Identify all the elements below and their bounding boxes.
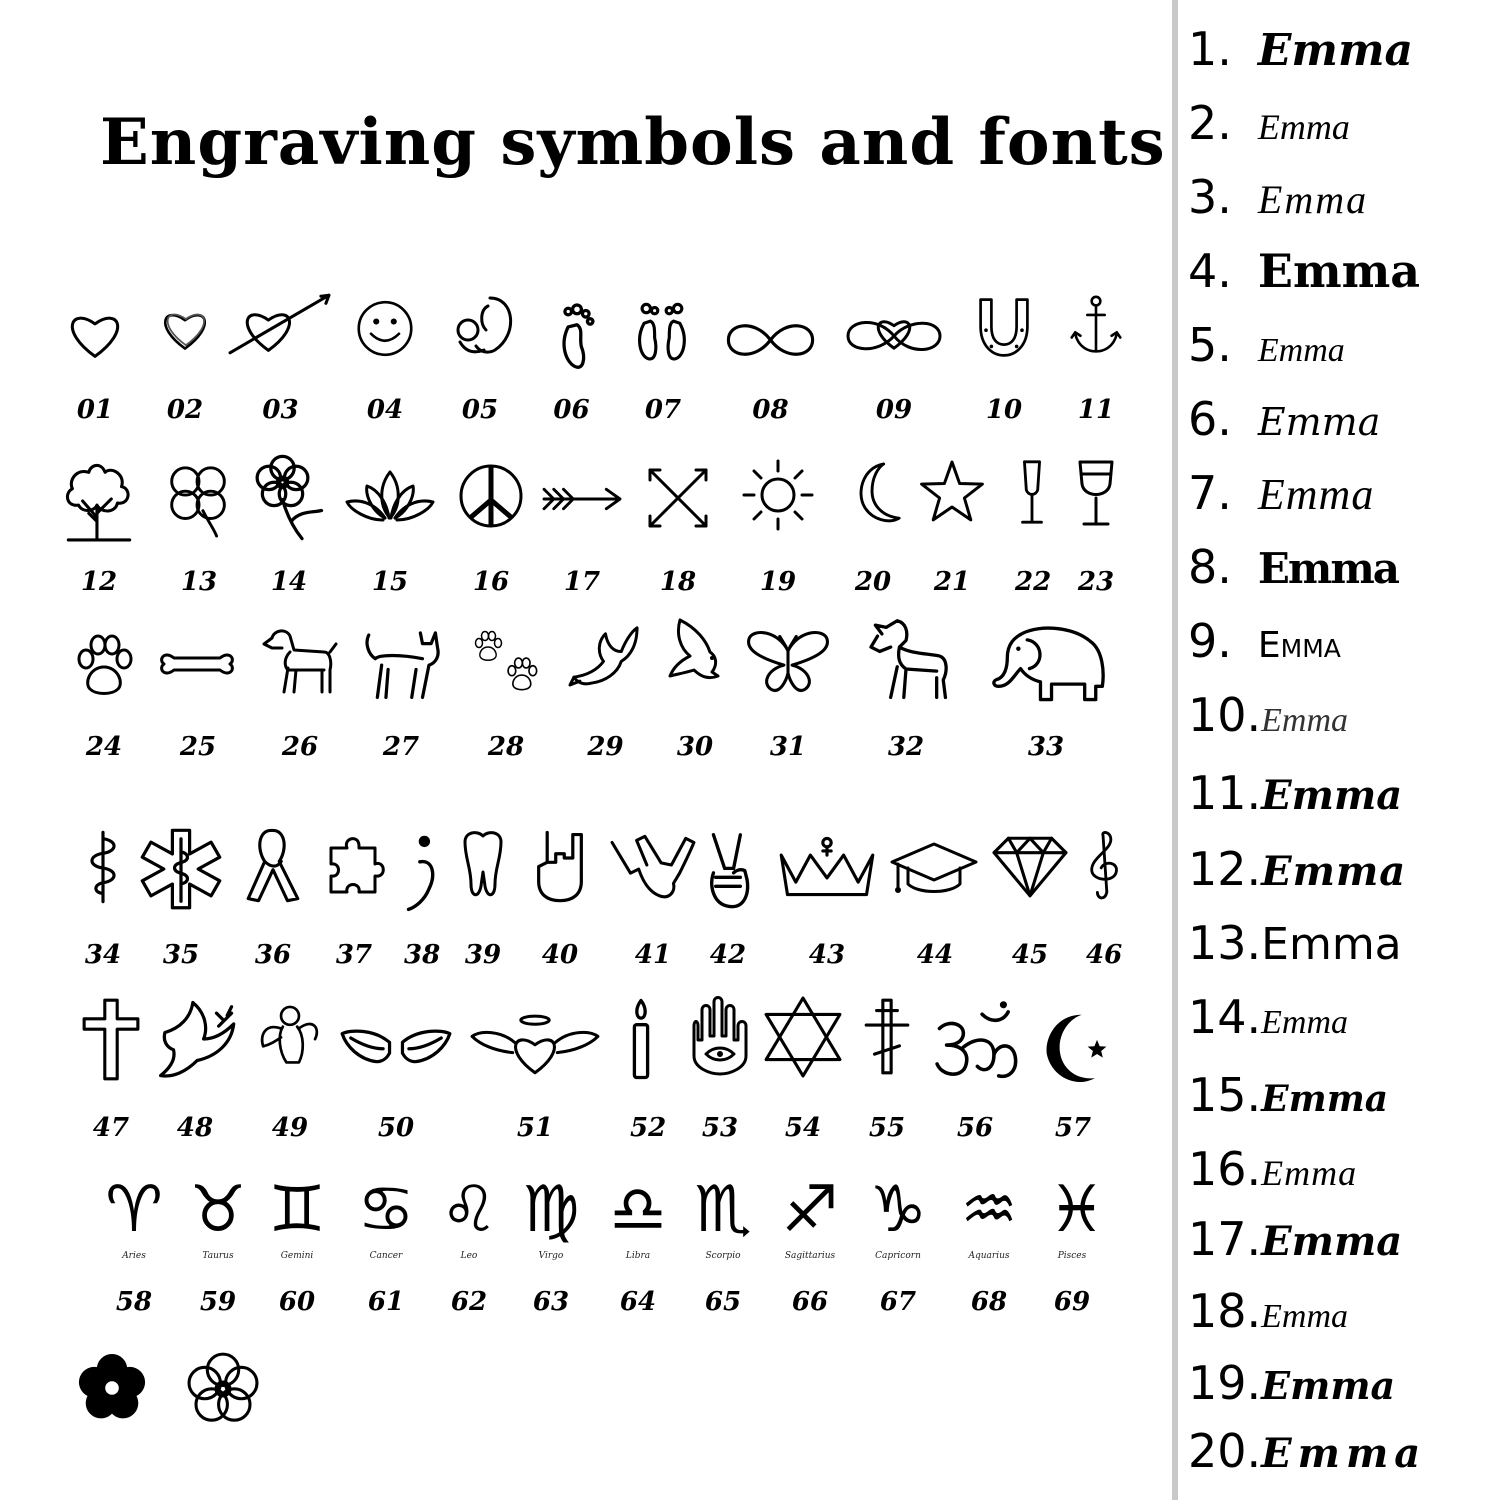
symbol-04 <box>350 295 420 429</box>
outline-flower-icon <box>184 1350 262 1428</box>
zodiac-label: Aries <box>122 1251 146 1261</box>
symbol-number: 57 <box>1054 1113 1092 1143</box>
symbol-54 <box>764 996 842 1147</box>
symbol-53 <box>684 996 756 1147</box>
font-option-8 <box>1188 540 1398 594</box>
symbol-35 <box>140 826 222 974</box>
zodiac-label: Scorpio <box>705 1251 741 1261</box>
font-sample: Emma <box>1261 919 1402 970</box>
symbol-36 <box>242 822 304 974</box>
symbol-48 <box>154 996 236 1147</box>
font-number: 16. <box>1188 1142 1262 1196</box>
symbol-number: 24 <box>85 732 123 762</box>
puzzle-icon <box>325 828 383 900</box>
symbol-40 <box>528 826 592 974</box>
font-sample: Emma <box>1261 1363 1396 1408</box>
symbol-number: 15 <box>371 567 409 597</box>
symbol-number: 37 <box>335 940 373 970</box>
symbol-number: 04 <box>366 395 404 425</box>
symbol-68 <box>954 1175 1024 1321</box>
font-number: 18. <box>1188 1284 1262 1338</box>
symbol-number: 63 <box>532 1287 570 1317</box>
font-option-13 <box>1188 916 1402 970</box>
symbol-55 <box>862 996 912 1147</box>
symbol-number: 55 <box>868 1113 906 1143</box>
infinity-icon <box>723 300 818 380</box>
heart-arrow-icon <box>228 290 333 361</box>
font-sample: Emma <box>1257 470 1375 519</box>
sagittarius-icon: ♐ <box>781 1173 839 1247</box>
moon-icon <box>843 458 903 528</box>
symbol-number: 05 <box>461 395 499 425</box>
font-number: 7. <box>1188 466 1232 520</box>
symbol-number: 68 <box>970 1287 1008 1317</box>
symbol-44 <box>890 836 980 974</box>
symbol-28 <box>466 622 546 766</box>
crossed-arrows-icon <box>642 462 714 534</box>
symbol-03 <box>228 290 333 429</box>
gemini-icon: ♊ <box>268 1173 326 1247</box>
symbol-number: 62 <box>450 1287 488 1317</box>
font-number: 13. <box>1188 916 1262 970</box>
symbol-number: 58 <box>115 1287 153 1317</box>
font-option-5 <box>1188 318 1345 372</box>
virgo-icon: ♍ <box>522 1173 580 1247</box>
symbol-number: 29 <box>587 732 624 762</box>
symbol-34 <box>82 828 124 974</box>
symbol-42 <box>700 828 756 974</box>
font-number: 20. <box>1188 1424 1262 1478</box>
symbol-number: 34 <box>84 940 122 970</box>
rock-hand-icon <box>528 826 592 905</box>
symbol-number: 31 <box>769 732 807 762</box>
font-number: 4. <box>1188 244 1232 298</box>
star-of-david-icon <box>764 996 842 1078</box>
symbol-number: 56 <box>956 1113 994 1143</box>
symbol-32 <box>860 614 952 766</box>
symbol-66 <box>778 1175 842 1321</box>
dog-icon <box>260 622 340 700</box>
zodiac-label: Virgo <box>538 1251 564 1261</box>
symbol-number: 65 <box>704 1287 742 1317</box>
symbol-58 <box>98 1175 170 1321</box>
symbol-number: 18 <box>659 567 697 597</box>
symbol-number: 45 <box>1011 940 1049 970</box>
font-number: 17. <box>1188 1212 1262 1266</box>
symbol-number: 40 <box>541 940 579 970</box>
font-sample: Emma <box>1257 332 1345 369</box>
font-sample: Emma <box>1257 107 1350 147</box>
semicolon-icon <box>404 830 438 914</box>
symbol-02 <box>150 295 220 429</box>
symbol-number: 59 <box>199 1287 237 1317</box>
symbol-number: 36 <box>254 940 292 970</box>
symbol-52 <box>630 996 667 1147</box>
sketch-heart-icon <box>150 295 220 356</box>
symbol-number: 67 <box>879 1287 917 1317</box>
symbol-number: 16 <box>472 567 510 597</box>
font-sample: Emma <box>1257 400 1381 444</box>
symbol-number: 60 <box>278 1287 316 1317</box>
symbol-50 <box>340 1010 452 1147</box>
lotus-icon <box>345 460 435 524</box>
symbol-number: 02 <box>166 395 204 425</box>
symbol-37 <box>325 828 383 974</box>
font-sample: Emma <box>1261 1153 1358 1193</box>
cat-icon <box>358 622 444 704</box>
symbol-24 <box>68 625 140 766</box>
symbol-number: 39 <box>464 940 502 970</box>
star-icon <box>918 458 986 528</box>
symbol-30 <box>660 614 730 766</box>
symbol-20 <box>843 458 903 601</box>
symbol-number: 07 <box>644 395 682 425</box>
symbol-51 <box>470 1008 600 1147</box>
font-option-15 <box>1188 1068 1388 1122</box>
symbol-25 <box>158 630 238 766</box>
symbol-number: 17 <box>563 567 601 597</box>
symbol-number: 14 <box>270 567 308 597</box>
font-option-12 <box>1188 842 1406 896</box>
symbol-67 <box>864 1175 932 1321</box>
crown-icon <box>775 830 879 901</box>
symbol-10 <box>968 294 1040 429</box>
symbol-number: 46 <box>1086 940 1123 970</box>
symbol-number: 42 <box>709 940 747 970</box>
symbol-09 <box>844 296 944 429</box>
symbol-number: 33 <box>1027 732 1065 762</box>
symbol-number: 35 <box>162 940 200 970</box>
heart-icon <box>55 295 135 365</box>
zodiac-label: Aquarius <box>968 1251 1010 1261</box>
om-icon <box>930 1000 1020 1083</box>
symbol-number: 25 <box>179 732 217 762</box>
smiley-icon <box>350 295 420 362</box>
font-number: 10. <box>1188 688 1262 742</box>
symbol-46 <box>1086 830 1122 974</box>
mother-child-icon <box>440 290 520 360</box>
symbol-14 <box>250 452 328 601</box>
symbol-01 <box>55 295 135 429</box>
clover-icon <box>160 458 238 540</box>
symbol-60 <box>266 1175 328 1321</box>
font-number: 3. <box>1188 170 1232 224</box>
libra-icon: ♎ <box>609 1173 667 1247</box>
shaka-hand-icon <box>608 828 698 904</box>
symbol-64 <box>606 1175 670 1321</box>
scorpio-icon: ♏ <box>694 1173 752 1247</box>
font-sample: Emma <box>1257 177 1369 222</box>
dove-icon <box>568 618 643 689</box>
angel-icon <box>256 996 324 1068</box>
font-option-14 <box>1188 990 1348 1044</box>
star-of-life-icon <box>140 826 222 912</box>
symbol-31 <box>743 624 833 766</box>
symbol-43 <box>775 830 879 974</box>
cross-icon <box>80 996 142 1083</box>
font-option-3 <box>1188 170 1368 224</box>
crescent-star-icon <box>1038 1006 1108 1089</box>
solid-flower-icon <box>74 1350 150 1426</box>
font-sample: Emma <box>1261 1218 1403 1265</box>
symbol-57 <box>1038 1006 1108 1147</box>
zodiac-label: Taurus <box>202 1251 234 1261</box>
symbol-number: 50 <box>377 1113 415 1143</box>
baby-foot-icon <box>544 294 599 373</box>
dove-olive-icon <box>154 996 236 1082</box>
cancer-icon: ♋ <box>357 1173 415 1247</box>
aries-icon: ♈ <box>105 1173 163 1247</box>
symbol-15 <box>345 460 435 601</box>
symbol-number: 38 <box>404 940 441 970</box>
font-number: 2. <box>1188 96 1232 150</box>
zodiac-label: Libra <box>625 1251 651 1261</box>
symbol-number: 44 <box>916 940 954 970</box>
symbol-26 <box>260 622 340 766</box>
symbol-number: 22 <box>1015 567 1052 597</box>
symbol-number: 01 <box>76 395 114 425</box>
symbol-27 <box>358 622 444 766</box>
symbol-13 <box>160 458 238 601</box>
font-sample: Emma <box>1261 1078 1389 1120</box>
symbol-22 <box>1015 458 1052 601</box>
symbol-number: 20 <box>854 567 892 597</box>
zodiac-label: Leo <box>460 1251 478 1261</box>
paw-prints-icon <box>466 622 546 694</box>
symbol-number: 10 <box>985 395 1023 425</box>
arrow-icon <box>540 462 624 536</box>
symbol-61 <box>350 1175 422 1321</box>
symbol-number: 51 <box>516 1113 554 1143</box>
zodiac-label: Sagittarius <box>784 1251 836 1261</box>
symbol-number: 08 <box>752 395 789 425</box>
baby-feet-icon <box>623 296 703 365</box>
candle-icon <box>630 996 652 1082</box>
font-sample: Emma <box>1261 702 1349 739</box>
symbol-number: 11 <box>1077 395 1115 425</box>
font-number: 6. <box>1188 392 1232 446</box>
symbol-number: 43 <box>808 940 846 970</box>
wings-icon <box>340 1010 452 1066</box>
symbol-21 <box>918 458 986 601</box>
symbol-59 <box>188 1175 248 1321</box>
font-option-16 <box>1188 1142 1357 1196</box>
symbol-number: 09 <box>875 395 913 425</box>
font-number: 14. <box>1188 990 1262 1044</box>
champagne-glass-icon <box>1015 458 1049 526</box>
symbol-65 <box>694 1175 752 1321</box>
font-sample: Emma <box>1261 1430 1427 1477</box>
font-list <box>1188 0 1500 1500</box>
font-number: 5. <box>1188 318 1232 372</box>
graduation-cap-icon <box>890 836 980 898</box>
font-number: 12. <box>1188 842 1262 896</box>
symbol-number: 23 <box>1077 567 1115 597</box>
symbol-number: 66 <box>791 1287 829 1317</box>
symbol-29 <box>568 618 643 766</box>
symbol-63 <box>520 1175 582 1321</box>
symbol-number: 69 <box>1053 1287 1091 1317</box>
symbol-number: 03 <box>262 395 299 425</box>
pisces-icon: ♓ <box>1048 1173 1106 1247</box>
symbol-07 <box>623 296 703 429</box>
symbol-number: 06 <box>553 395 590 425</box>
symbol-number: 12 <box>80 567 118 597</box>
aquarius-icon: ♒ <box>960 1173 1018 1247</box>
symbol-08 <box>723 300 818 429</box>
symbol-number: 61 <box>367 1287 405 1317</box>
symbol-56 <box>930 1000 1020 1147</box>
symbol-23 <box>1074 458 1118 601</box>
symbol-69 <box>1048 1173 1106 1321</box>
leo-icon: ♌ <box>440 1173 498 1247</box>
symbol-number: 27 <box>382 732 420 762</box>
orthodox-cross-icon <box>862 996 912 1077</box>
symbol-number: 52 <box>630 1113 667 1143</box>
symbol-number: 54 <box>784 1113 822 1143</box>
anchor-icon <box>1070 294 1122 355</box>
dove-rising-icon <box>660 614 730 686</box>
symbol-number: 13 <box>180 567 218 597</box>
symbol-18 <box>642 462 714 601</box>
font-option-1 <box>1188 22 1413 76</box>
symbol-number: 28 <box>487 732 525 762</box>
zodiac-label: Capricorn <box>875 1251 921 1261</box>
flower-icon <box>250 452 328 543</box>
font-sample: Emma <box>1257 25 1414 76</box>
font-option-10 <box>1188 688 1348 742</box>
page-title: Engraving symbols and fonts <box>100 105 1166 180</box>
ribbon-icon <box>242 822 304 905</box>
font-option-19 <box>1188 1356 1395 1410</box>
staff-snake-icon <box>82 828 124 906</box>
symbol-16 <box>455 460 527 601</box>
symbol-number: 64 <box>619 1287 657 1317</box>
font-sample: Emma <box>1257 625 1341 666</box>
font-number: 8. <box>1188 540 1232 594</box>
zodiac-label: Cancer <box>369 1251 403 1261</box>
font-option-9 <box>1188 614 1341 668</box>
symbol-number: 53 <box>701 1113 739 1143</box>
font-sample: Emma <box>1257 544 1398 593</box>
infinity-heart-icon <box>844 296 944 372</box>
peace-hand-icon <box>700 828 756 911</box>
symbol-45 <box>992 832 1068 974</box>
font-sample: Emma <box>1257 244 1421 298</box>
font-number: 15. <box>1188 1068 1262 1122</box>
symbol-05 <box>440 290 520 429</box>
symbol-number: 26 <box>281 732 319 762</box>
symbol-number: 48 <box>176 1113 214 1143</box>
winged-heart-icon <box>470 1008 600 1079</box>
symbol-number: 49 <box>271 1113 309 1143</box>
font-sample: Emma <box>1261 848 1407 895</box>
symbol-number: 21 <box>933 567 971 597</box>
font-number: 19. <box>1188 1356 1262 1410</box>
tree-icon <box>58 458 140 544</box>
tooth-icon <box>455 828 511 902</box>
font-option-4 <box>1188 244 1420 298</box>
wine-glass-icon <box>1074 458 1118 528</box>
symbol-49 <box>256 996 324 1147</box>
symbol-number: 19 <box>759 567 797 597</box>
butterfly-icon <box>743 624 833 696</box>
symbol-39 <box>455 828 511 974</box>
bone-icon <box>158 630 238 700</box>
symbol-12 <box>58 458 140 601</box>
font-option-6 <box>1188 392 1380 446</box>
symbol-number: 30 <box>676 732 714 762</box>
symbol-11 <box>1070 294 1122 429</box>
symbol-number: 41 <box>634 940 672 970</box>
symbol-17 <box>540 462 624 601</box>
taurus-icon: ♉ <box>189 1173 247 1247</box>
font-number: 1. <box>1188 22 1232 76</box>
zodiac-label: Pisces <box>1057 1251 1087 1261</box>
font-option-11 <box>1188 766 1402 820</box>
font-option-20 <box>1188 1424 1426 1478</box>
symbol-06 <box>544 294 599 429</box>
zodiac-label: Gemini <box>280 1251 314 1261</box>
font-option-7 <box>1188 466 1374 520</box>
hamsa-icon <box>684 996 756 1078</box>
symbol-number: 47 <box>92 1113 130 1143</box>
font-sample: Emma <box>1261 772 1403 819</box>
symbol-19 <box>738 455 818 601</box>
horseshoe-icon <box>968 294 1040 361</box>
capricorn-icon: ♑ <box>869 1173 927 1247</box>
symbol-38 <box>404 830 441 974</box>
font-number: 11. <box>1188 766 1262 820</box>
font-option-18 <box>1188 1284 1348 1338</box>
font-option-2 <box>1188 96 1350 150</box>
paw-icon <box>68 625 140 697</box>
font-sample: Emma <box>1261 1004 1349 1041</box>
font-number: 9. <box>1188 614 1232 668</box>
peace-icon <box>455 460 527 532</box>
sun-icon <box>738 455 818 535</box>
font-option-17 <box>1188 1212 1402 1266</box>
horse-icon <box>860 614 952 702</box>
symbol-41 <box>608 828 698 974</box>
elephant-icon <box>985 620 1107 704</box>
font-sample: Emma <box>1261 1298 1349 1335</box>
divider <box>1172 0 1178 1500</box>
symbol-62 <box>440 1175 498 1321</box>
symbol-number: 32 <box>887 732 925 762</box>
symbol-47 <box>80 996 142 1147</box>
symbol-33 <box>985 620 1107 766</box>
treble-clef-icon <box>1086 830 1122 900</box>
diamond-icon <box>992 832 1068 900</box>
